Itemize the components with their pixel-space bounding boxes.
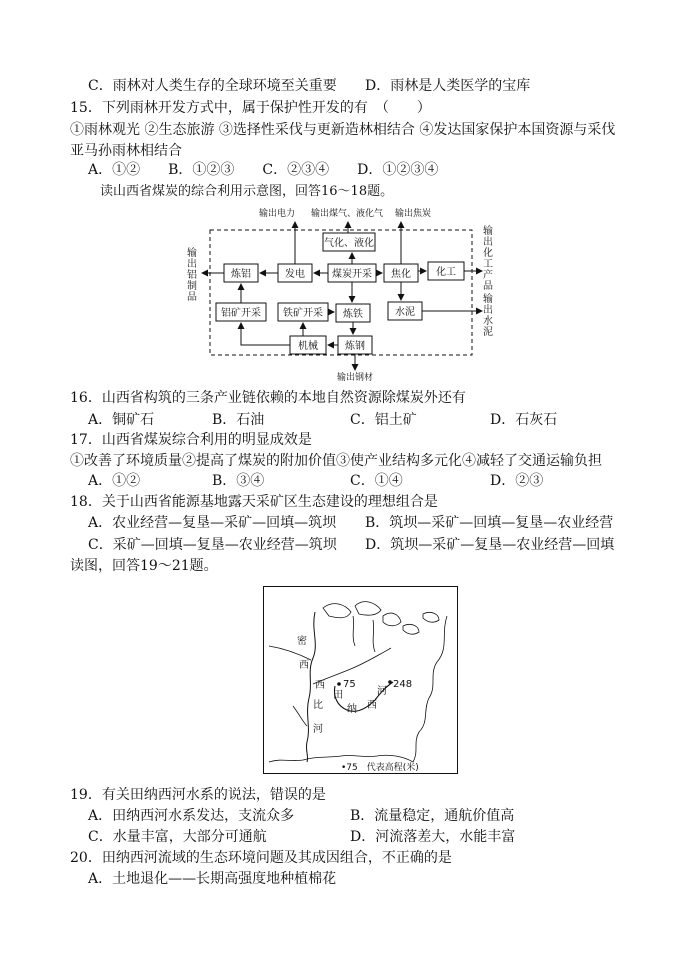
q14-option-c: C．雨林对人类生存的全球环境至关重要	[88, 78, 337, 94]
mississippi-char-1: 密	[297, 636, 307, 647]
q15-items-2: 亚马孙雨林相结合	[70, 143, 182, 159]
read-instruction-2: 读图，回答19～21题。	[70, 558, 218, 574]
alu-smelt-label: 炼铝	[231, 269, 251, 280]
steel-label: 炼钢	[345, 341, 365, 352]
q19-option-c: C．水量丰富，大部分可通航	[88, 829, 267, 845]
mississippi-char-5: 河	[313, 724, 323, 735]
q17-option-c: C．①④	[350, 473, 403, 489]
tennessee-char-3: 西	[367, 700, 377, 711]
mississippi-char-2: 西	[299, 660, 309, 671]
coal-utilization-diagram	[180, 200, 510, 385]
elevation-point-75	[337, 682, 341, 686]
tennessee-river-map	[263, 586, 458, 774]
q17-option-b: B．③④	[212, 473, 265, 489]
elevation-label-75: 75	[343, 679, 356, 690]
iron-smelt-label: 炼铁	[343, 309, 363, 320]
q16-option-b: B．石油	[212, 412, 265, 428]
machinery-label: 机械	[298, 341, 318, 352]
q15-items-1: ①雨林观光 ②生态旅游 ③选择性采伐与更新造林相结合 ④发达国家保护本国资源与采伐	[70, 122, 616, 138]
cement-label: 水泥	[395, 307, 415, 318]
power-gen-label: 发电	[285, 269, 305, 280]
tennessee-char-2: 纳	[347, 704, 357, 715]
q16-option-a: A．铜矿石	[88, 412, 155, 428]
q17-option-a: A．①②	[88, 473, 141, 489]
output-gas-label: 输出煤气、液化气	[310, 209, 384, 219]
iron-mine-label: 铁矿开采	[283, 308, 323, 319]
elevation-point-248	[388, 680, 392, 684]
q15-stem: 15．下列雨林开发方式中，属于保护性开发的有 （ ）	[70, 100, 431, 116]
q16-option-c: C．铝土矿	[350, 412, 417, 428]
output-steel-label: 输出钢材	[336, 373, 374, 383]
q18-option-c: C．采矿—回填—复垦—农业经营—筑坝	[88, 537, 337, 553]
q20-stem: 20．田纳西河流域的生态环境问题及其成因组合，不正确的是	[70, 850, 452, 866]
output-cement-label: 输出水泥	[483, 294, 493, 338]
q16-option-d: D．石灰石	[490, 412, 558, 428]
q15-options: A．①② B．①②③ C．②③④ D．①②③④	[88, 162, 439, 178]
q19-option-b: B．流量稳定，通航价值高	[350, 808, 515, 824]
coal-mine-label: 煤炭开采	[332, 269, 372, 280]
q16-stem: 16．山西省构筑的三条产业链依赖的本地自然资源除煤炭外还有	[70, 390, 466, 406]
q17-stem: 17．山西省煤炭综合利用的明显成效是	[70, 432, 312, 448]
q18-stem: 18．关于山西省能源基地露天采矿区生态建设的理想组合是	[70, 494, 438, 510]
bauxite-label: 铝矿开采	[221, 308, 261, 319]
output-coke-label: 输出焦炭	[394, 209, 432, 219]
q19-option-d: D．河流落差大，水能丰富	[350, 829, 516, 845]
q20-option-a: A．土地退化——长期高强度地种植棉花	[88, 871, 337, 887]
output-chemical-label: 输出化工产品	[483, 226, 493, 292]
tennessee-char-4: 河	[377, 686, 387, 697]
q17-items: ①改善了环境质量②提高了煤炭的附加价值③使产业结构多元化④减轻了交通运输负担	[70, 453, 602, 469]
output-aluminum-label: 输出铝制品	[187, 248, 197, 303]
elevation-label-248: 248	[393, 679, 413, 690]
q19-stem: 19．有关田纳西河水系的说法，错误的是	[70, 787, 326, 803]
map-legend: •75 代表高程(米)	[341, 763, 419, 773]
read-instruction-1: 读山西省煤炭的综合利用示意图，回答16～18题。	[100, 184, 394, 199]
mississippi-char-3: 西	[315, 680, 325, 691]
coking-label: 焦化	[391, 269, 411, 280]
q18-option-b: B．筑坝—采矿—回填—复垦—农业经营	[365, 515, 614, 531]
tennessee-char-1: 田	[333, 690, 343, 701]
output-power-label: 输出电力	[258, 209, 296, 219]
q17-option-d: D．②③	[490, 473, 544, 489]
mississippi-char-4: 比	[313, 700, 323, 711]
q14-option-d: D．雨林是人类医学的宝库	[365, 78, 531, 94]
gasify-label: 气化、液化	[324, 238, 374, 249]
q19-option-a: A．田纳西河水系发达，支流众多	[88, 808, 295, 824]
chem-label: 化工	[436, 267, 456, 278]
q18-option-a: A．农业经营—复垦—采矿—回填—筑坝	[88, 515, 337, 531]
q18-option-d: D．筑坝—采矿—复垦—农业经营—回填	[365, 537, 615, 553]
